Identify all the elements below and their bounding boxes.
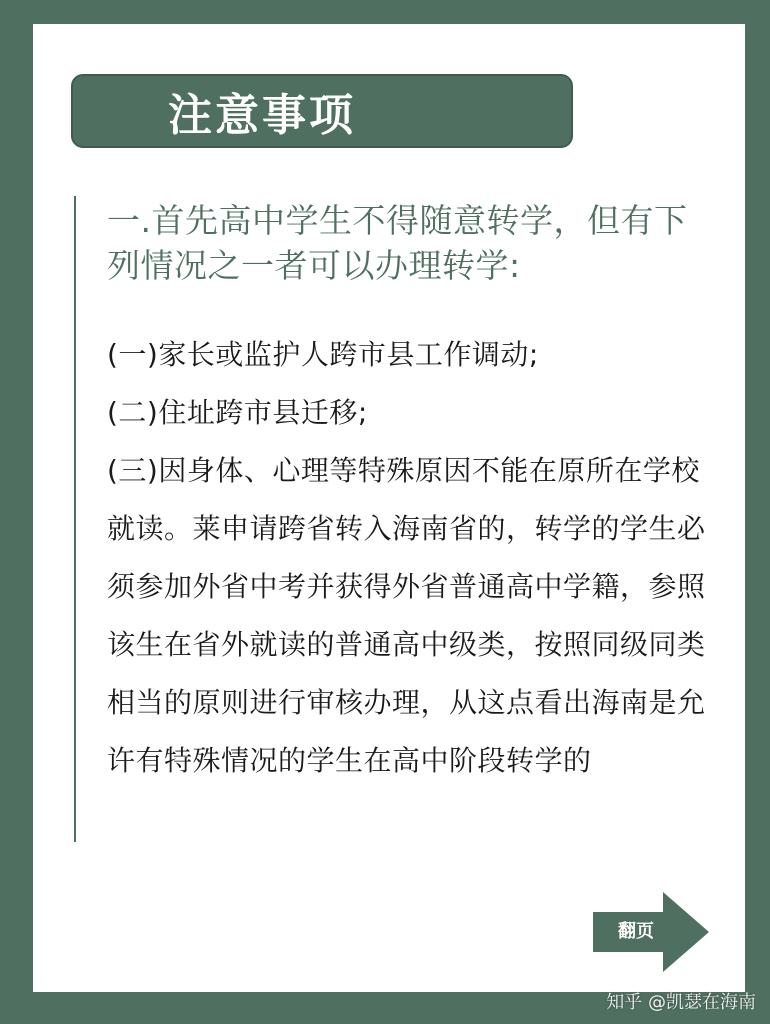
left-divider-line [74,196,76,842]
page-title: 注意事项 [168,90,356,141]
list-item: (二)住址跨市县迁移; [107,396,368,429]
section-heading: 一.首先高中学生不得随意转学，但有下列情况之一者可以办理转学: [107,201,688,285]
title-banner [71,74,573,148]
list-item: (三)因身体、心理等特殊原因不能在原所在学校就读。莱申请跨省转入海南省的，转学的学生必须参加外省中考并获得外省普通高中学籍，参照该生在省外就读的普通高中级类，按照同级同类相当的原则进行审核办理，从这点看出海南是允许有特殊情况的学生在高中阶段转学的 [107,454,706,777]
next-page-label: 翻页 [618,921,654,942]
list-item: (一)家长或监护人跨市县工作调动; [107,338,539,371]
next-page-button[interactable] [593,892,709,972]
watermark: 知乎 @凯瑟在海南 [606,992,756,1013]
content-card [33,24,745,992]
conditions-list [107,326,727,790]
